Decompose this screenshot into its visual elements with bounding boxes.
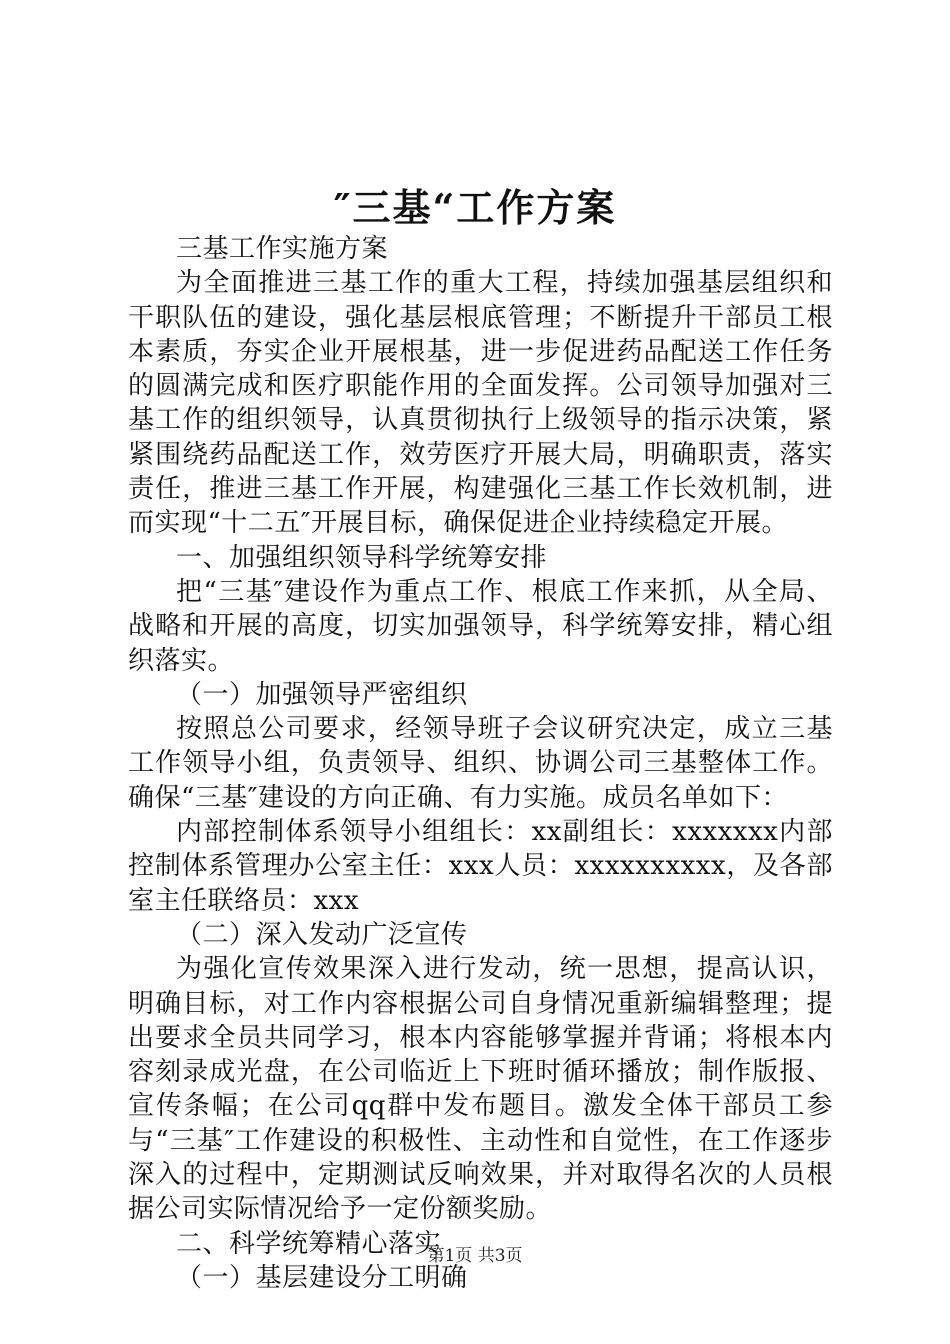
subsection-heading-2-1: （一）基层建设分工明确	[176, 1262, 468, 1293]
subsection-1-1-paragraph: 按照总公司要求，经领导班子会议研究决定，成立三基工作领导小组，负责领导、组织、协调公司三基整体工作。确保“三基″建设的方向正确、有力实施。成员名单如下：	[128, 714, 833, 813]
member-list-paragraph: 内部控制体系领导小组组长：xx副组长：xxxxxxx内部控制体系管理办公室主任：xxx人员：xxxxxxxxxx，及各部室主任联络员：xxx	[128, 817, 833, 916]
document-title: ″三基“工作方案	[333, 185, 617, 230]
subsection-heading-1-2: （二）深入发动广泛宣传	[176, 919, 468, 950]
section-heading-2: 二、科学统筹精心落实	[176, 1228, 442, 1259]
subtitle-paragraph: 三基工作实施方案	[176, 234, 389, 264]
section-1-paragraph: 把“三基″建设作为重点工作、根底工作来抓，从全局、战略和开展的高度，切实加强领导，科学统筹安排，精心组织落实。	[128, 576, 833, 676]
intro-paragraph: 为全面推进三基工作的重大工程，持续加强基层组织和干职队伍的建设，强化基层根底管理；不断提升干部员工根本素质，夯实企业开展根基，进一步促进药品配送工作任务的圆满完成和医疗职能作用的全面发挥。公司领导加强对三基工作的组织领导，认真贯彻执行上级领导的指示决策，紧紧围绕药品配送工作，效劳医疗开展大局，明确职责，落实责任，推进三基工作开展，构建强化三基工作长效机制，进而实现“十二五″开展目标，确保促进企业持续稳定开展。	[128, 268, 833, 539]
subsection-1-2-paragraph: 为强化宣传效果深入进行发动，统一思想，提高认识，明确目标，对工作内容根据公司自身情况重新编辑整理；提出要求全员共同学习，根本内容能够掌握并背诵；将根本内容刻录成光盘，在公司临近上下班时循环播放；制作版报、宣传条幅；在公司qq群中发布题目。激发全体干部员工参与“三基″工作建设的积极性、主动性和自觉性，在工作逐步深入的过程中，定期测试反响效果，并对取得名次的人员根据公司实际情况给予一定份额奖励。	[128, 954, 833, 1225]
document-body	[128, 232, 833, 1295]
section-heading-1: 一、加强组织领导科学统筹安排	[176, 542, 548, 573]
subsection-heading-1-1: （一）加强领导严密组织	[176, 679, 468, 710]
page-footer: 第1页 共3页	[427, 1246, 523, 1266]
